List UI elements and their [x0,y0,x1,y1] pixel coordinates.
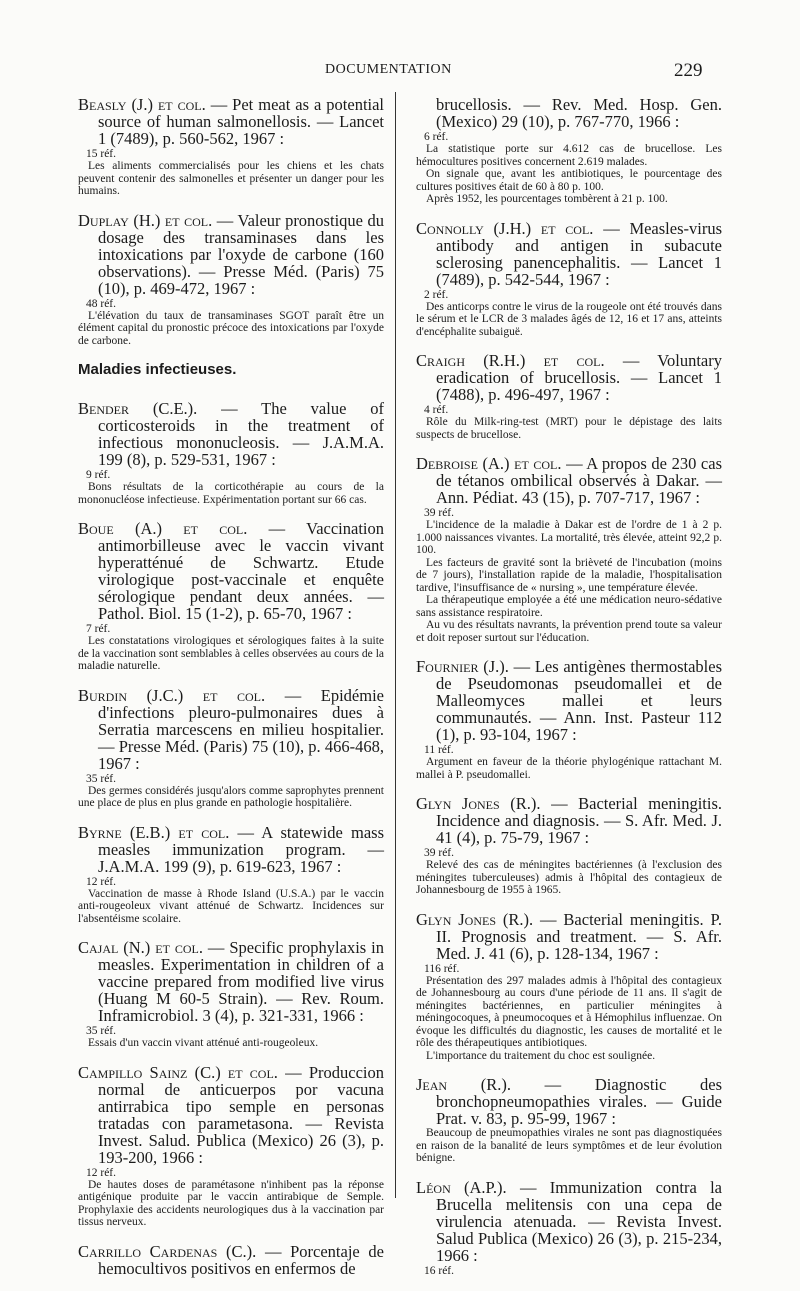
entry-refs: 4 réf. [424,404,449,416]
entry-citation-text: — Produccion normal de anticuerpos por vacuna antirrabica tipo semple en personas tratadas con parametasona. — Revista Invest. Salud. Publica (Mexico) 26 (3), p. 193-200, 1966 : [98,1062,385,1167]
entry-citation [416,455,722,506]
entry-author: Byrne (E.B.) et col. [78,822,230,842]
bibliography-entry [78,212,384,348]
column-divider [395,92,396,1198]
entry-refs: 35 réf. [86,772,117,785]
abstract-paragraph: Bons résultats de la corticothérapie au cours de la mononucléose infectieuse. Expérimentation portant sur 66 cas. [78,481,384,506]
abstract-paragraph: Les constatations virologiques et sérologiques faites à la suite de la vaccination sont semblables à celles observées au cours de la maladie naturelle. [78,635,384,672]
entry-abstract [78,310,384,348]
entry-citation-text: — Voluntary eradication of brucellosis. — Lancet 1 (7488), p. 496-497, 1967 : [436,351,723,404]
abstract-paragraph: Après 1952, les pourcentages tombèrent à 21 p. 100. [426,193,668,205]
entry-citation-text: — A statewide mass measles immunization program. — J.A.M.A. 199 (9), p. 619-623, 1967 : [98,822,384,876]
entry-citation [416,352,722,403]
entry-refs: 9 réf. [86,469,111,481]
entry-citation-text: — Les antigènes thermostables de Pseudomonas pseudomallei et de Malleomyces mallei et leurs communautés. — Ann. Inst. Pasteur 112 (1), p. 93-104, 1967 : [436,657,723,744]
entry-author: Fournier (J.). [416,657,509,676]
entry-abstract [78,1179,384,1229]
entry-refs: 15 réf. [86,148,117,160]
entry-refs: 12 réf. [86,875,117,888]
entry-citation [416,658,722,743]
entry-citation-text: — Diagnostic des bronchopneumopathies virales. — Guide Prat. v. 83, p. 95-99, 1967 : [436,1075,722,1128]
entry-author: Campillo Sainz (C.) et col. [78,1062,278,1082]
entry-refs: 16 réf. [424,1264,455,1277]
bibliography-entry [78,824,384,926]
entry-citation-text: — Bacterial meningitis. Incidence and diagnosis. — S. Afr. Med. J. 41 (4), p. 75-79, 1967 : [436,794,723,847]
bibliography-entry [416,795,722,897]
bibliography-entry [78,520,384,673]
entry-citation-text: — The value of corticosteroids in the treatment of infectious mononucleosis. — J.A.M.A. 199 (8), p. 529-531, 1967 : [98,399,384,469]
entry-author: Debroise (A.) et col. [416,454,562,473]
bibliography-entry [78,400,384,506]
entry-citation-text: — Immunization contra la Brucella melitensis con una cepa de virulencia atenuada. — Revista Invest. Salud Publica (Mexico) 26 (3), p. 215-234, 1966 : [436,1177,723,1265]
continued-entry [416,96,722,206]
bibliography-entry [416,352,722,441]
entry-citation [416,911,722,962]
left-column [78,96,384,1291]
entry-citation-text: — Specific prophylaxis in measles. Experimentation in children of a vaccine prepared from modified live virus (Huang M 60-5 Strain). — Rev. Roum. Inframicrobiol. 3 (4), p. 321-331, 1966 : [98,938,384,1025]
entry-citation-text: — Valeur pronostique du dosage des transaminases dans les intoxications par l'oxyde de carbone (160 observations). — Presse Méd. (Paris) 75 (10), p. 469-472, 1967 : [98,210,384,298]
abstract-paragraph: Les aliments commercialisés pour les chiens et les chats peuvent contenir des salmonelles et présenter un danger pour les humains. [78,160,384,197]
entry-citation [78,400,384,468]
entry-abstract [416,1127,722,1165]
abstract-paragraph: Vaccination de masse à Rhode Island (U.S.A.) par le vaccin anti-rougeoleux vivant atténué de Schwartz. Incidences sur l'absentéisme scolaire. [78,887,384,925]
entry-refs: 39 réf. [424,847,455,859]
entry-author: Bender (C.E.). [78,399,198,418]
left-bottom-entries [78,400,384,1277]
abstract-paragraph: Argument en faveur de la théorie phylogénique rattachant M. mallei à P. pseudomallei. [416,756,722,781]
entry-author: Léon (A.P.). [416,1177,507,1197]
entry-refs: 6 réf. [424,131,449,143]
abstract-paragraph: Des anticorps contre le virus de la rougeole ont été trouvés dans le sérum et le LCR de 3 malades âgés de 12, 16 et 17 ans, atteints d'encéphalite subaiguë. [416,300,722,338]
entry-citation-text: — Vaccination antimorbilleuse avec le vaccin vivant hyperatténué de Schwartz. Etude virologique post-vaccinale et enquête sérologique pendant deux années. — Pathol. Biol. 15 (1-2), p. 65-70, 1967 : [98,519,385,623]
entry-author: Duplay (H.) et col. [78,210,213,230]
right-column [416,96,722,1291]
entry-abstract [78,160,384,198]
entry-refs: 12 réf. [86,1166,117,1179]
entry-citation [78,824,384,875]
abstract-paragraph: Relevé des cas de méningites bactériennes (à l'exclusion des méningites tuberculeuses) admis à l'hôpital des contagieux de Johannesbourg de 1955 à 1965. [416,859,722,896]
left-top-entries [78,96,384,347]
right-entries [416,220,722,1277]
bibliography-entry [416,1076,722,1165]
entry-refs: 48 réf. [86,297,117,310]
entry-citation [416,1179,722,1264]
entry-abstract [416,519,722,644]
entry-refs: 11 réf. [424,744,454,756]
entry-citation [78,1064,384,1166]
entry-citation-text: — Epidémie d'infections pleuro-pulmonaires dues à Serratia marcescens en milieu hospitalier. — Presse Méd. (Paris) 75 (10), p. 466-468, 1967 : [98,685,384,773]
entry-abstract [78,888,384,926]
abstract-paragraph: L'élévation du taux de transaminases SGOT paraît être un élément capital du pronostic précoce des intoxications par l'oxyde de carbone. [78,309,384,347]
entry-refs: 39 réf. [424,507,455,519]
entry-refs: 7 réf. [86,623,111,635]
entry-citation-text: — Porcentaje de hemocultivos positivos en enfermos de [98,1241,384,1278]
abstract-paragraph: Les facteurs de gravité sont la brièveté de l'incubation (moins de 7 jours), l'installation rapide de la maladie, l'hospitalisation tardive, l'insuffisance de « nursing », une température élevée. [416,556,722,594]
entry-abstract [78,481,384,506]
abstract-paragraph: Essais d'un vaccin vivant atténué anti-rougeoleux. [88,1037,319,1049]
bibliography-entry [416,658,722,781]
abstract-paragraph: Beaucoup de pneumopathies virales ne sont pas diagnostiquées en raison de la banalité de leurs symptômes et de leur évolution bénigne. [416,1127,722,1164]
bibliography-entry [78,96,384,198]
entry-author: Jean (R.). [416,1075,511,1094]
bibliography-entry [416,220,722,339]
entry-abstract [416,301,722,339]
entry-citation [416,795,722,846]
entry-citation [78,212,384,297]
entry-author: Cajal (N.) et col. [78,938,203,957]
entry-abstract [416,859,722,897]
entry-refs: 2 réf. [424,288,449,301]
entry-abstract [416,756,722,781]
bibliography-entry [78,1064,384,1229]
page-number: 229 [674,60,703,81]
entry-citation [416,1076,722,1127]
entry-abstract [78,635,384,673]
abstract-paragraph: Présentation des 297 malades admis à l'hôpital des contagieux de Johannesbourg au cours d'une période de 11 ans. Il s'agit de méningites bactériennes, en particulier méningites à méningocoques, à pneumocoques et à Hémophilus influenzae. On évoque les difficultés du diagnostic, les causes de mortalité et le rôle des thérapeutiques antibiotiques. [416,974,722,1049]
entry-author: Burdin (J.C.) et col. [78,685,266,705]
abstract-paragraph: La thérapeutique employée a été une médication neuro-sédative sans assistance respiratoire. [416,594,722,619]
running-title: DOCUMENTATION [325,62,452,77]
entry-citation [78,1243,384,1277]
entry-abstract [416,975,722,1063]
entry-citation-text: — A propos de 230 cas de tétanos ombilical observés à Dakar. — Ann. Pédiat. 43 (15), p. 707-717, 1967 : [436,454,722,507]
abstract-paragraph: Au vu des résultats navrants, la prévention prend toute sa valeur et doit reposer surtout sur l'éducation. [416,619,722,644]
entry-citation [78,687,384,772]
entry-author: Boue (A.) et col. [78,519,248,538]
entry-citation [78,96,384,147]
entry-author: Beasly (J.) et col. [78,95,206,114]
entry-abstract [416,416,722,441]
entry-abstract [416,143,722,206]
entry-citation-text: — Measles-virus antibody and antigen in subacute sclerosing panencephalitis. — Lancet 1 (7489), p. 542-544, 1967 : [436,218,723,289]
abstract-paragraph: On signale que, avant les antibiotiques, le pourcentage des cultures positives était de 60 à 80 p. 100. [416,168,722,193]
entry-author: Connolly (J.H.) et col. [416,218,594,238]
abstract-paragraph: L'incidence de la maladie à Dakar est de l'ordre de 1 à 2 p. 1.000 naissances vivantes. La mortalité, très élevée, atteint 92,2 p. 100. [416,519,722,556]
entry-author: Glyn Jones (R.). [416,794,541,813]
entry-author: Craigh (R.H.) et col. [416,351,605,370]
abstract-paragraph: Des germes considérés jusqu'alors comme saprophytes prennent une place de plus en plus grande en pathologie hospitalière. [78,784,384,809]
section-heading: Maladies infectieuses. [78,361,237,378]
entry-citation-text: — Pet meat as a potential source of human salmonellosis. — Lancet 1 (7489), p. 560-562, 1967 : [98,95,385,148]
bibliography-entry [416,455,722,644]
entry-citation [416,220,722,288]
entry-abstract [78,1037,384,1050]
entry-author: Carrillo Cardenas (C.). [78,1241,257,1261]
bibliography-entry [78,1243,384,1277]
abstract-paragraph: Rôle du Milk-ring-test (MRT) pour le dépistage des laits suspects de brucellose. [416,416,722,441]
entry-author: Glyn Jones (R.). [416,909,534,929]
entry-citation-text: — Bacterial meningitis. P. II. Prognosis and treatment. — S. Afr. Med. J. 41 (6), p. 128-134, 1967 : [436,909,723,963]
bibliography-entry [78,939,384,1050]
bibliography-entry [78,687,384,810]
bibliography-entry [416,911,722,1063]
bibliography-entry [416,1179,722,1277]
entry-abstract [78,785,384,810]
entry-citation [78,520,384,622]
entry-citation: brucellosis. — Rev. Med. Hosp. Gen. (Mexico) 29 (10), p. 767-770, 1966 : [436,95,722,131]
abstract-paragraph: De hautes doses de paramétasone n'inhibent pas la réponse antigénique produite par le vaccin antirabique de Semple. Prophylaxie des accidents neurologiques dus à la vaccination par tissus nerveux. [78,1178,384,1228]
abstract-paragraph: La statistique porte sur 4.612 cas de brucellose. Les hémocultures positives concernent 2.619 malades. [416,143,722,168]
running-header [0,60,800,84]
entry-citation [78,939,384,1024]
entry-refs: 116 réf. [424,962,460,975]
abstract-paragraph: L'importance du traitement du choc est soulignée. [426,1049,656,1062]
entry-refs: 35 réf. [86,1025,117,1037]
